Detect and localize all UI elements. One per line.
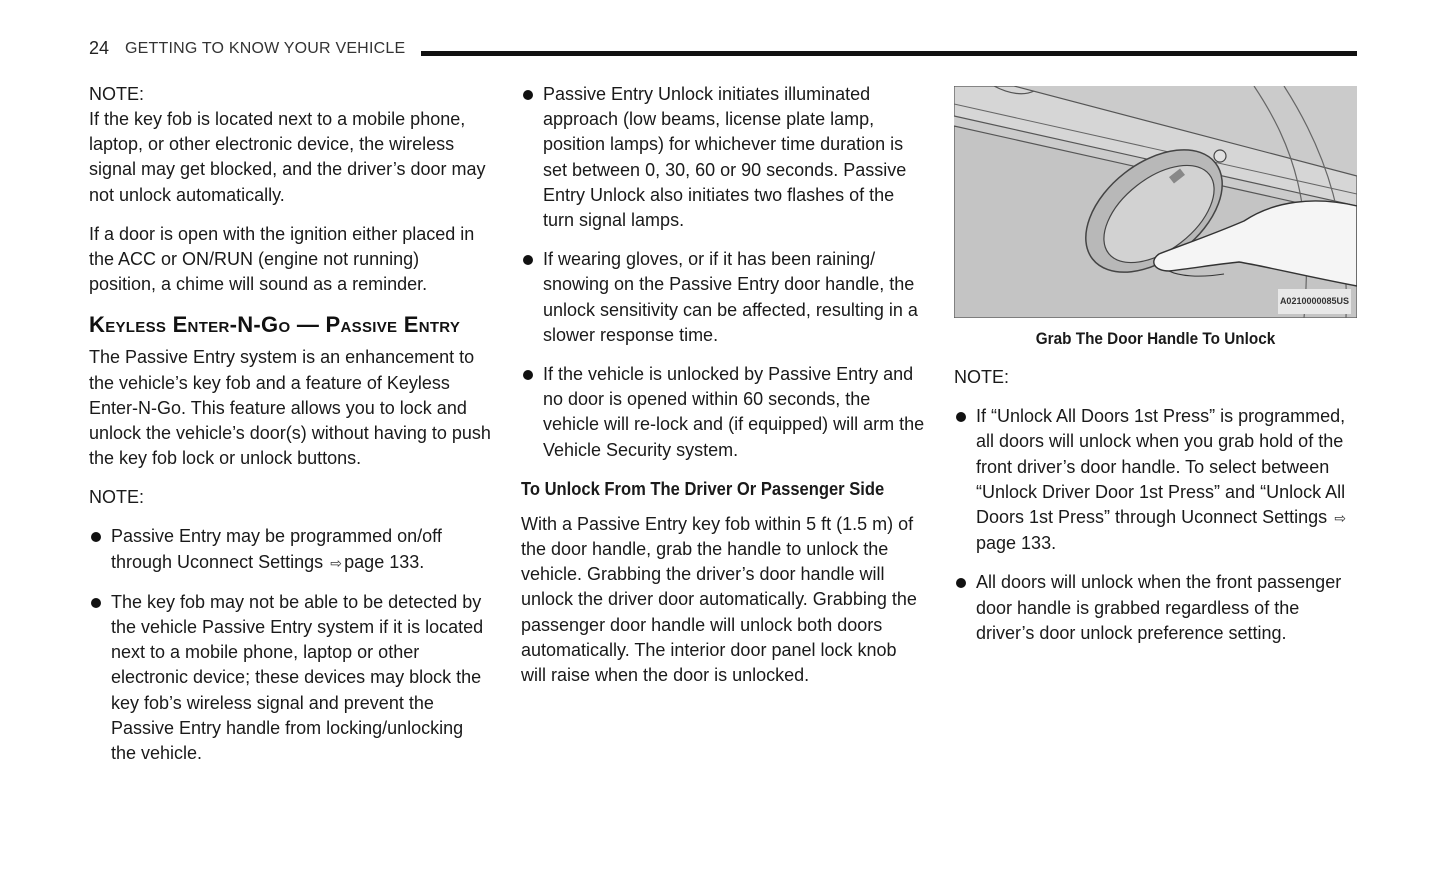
list-item xyxy=(521,82,925,233)
note-text: If the key fob is located next to a mobile phone, laptop, or other electronic device, the wireless signal may get blocked, and the driver’s door may not unlock automatically. xyxy=(89,109,486,205)
paragraph-unlock: With a Passive Entry key fob within 5 ft (1.5 m) of the door handle, grab the handle to unlock the vehicle. Grabbing the driver’s door handle will unlock the driver door automatically. Grabbing the passenger door handle will unlock both doors automatically. The interior door panel lock knob will raise when the door is unlocked. xyxy=(521,513,917,686)
list-item-text: If wearing gloves, or if it has been raining/ snowing on the Passive Entry door handle, the unlock sensitivity can be affected, resulting in a slower response time. xyxy=(543,249,918,345)
list-item-text: If “Unlock All Doors 1st Press” is programmed, all doors will unlock when you grab hold of the front driver’s door handle. To select between “Unlock Driver Door 1st Press” and “Unlock All Doors 1st Press” through Uconnect Settings xyxy=(976,406,1346,528)
note-label: NOTE: xyxy=(89,84,145,104)
bullet-dot-icon xyxy=(523,370,533,380)
list-item xyxy=(89,590,491,766)
list-item-text: Passive Entry may be programmed on/off through Uconnect Settings xyxy=(111,526,442,572)
list-item-text: All doors will unlock when the front passenger door handle is grabbed regardless of the driver’s door unlock preference setting. xyxy=(976,572,1342,643)
page-header xyxy=(89,38,1357,62)
bullet-dot-icon xyxy=(91,598,101,608)
column-middle xyxy=(521,82,925,688)
list-item-text: The key fob may not be able to be detected by the vehicle Passive Entry system if it is located next to a mobile phone, laptop or other electronic device; these devices may block the key fob’s wireless signal and prevent the Passive Entry handle from locking/unlocking the vehicle. xyxy=(111,591,484,764)
figure-code: A0210000085US xyxy=(1278,289,1351,314)
note-label: NOTE: xyxy=(89,487,145,508)
list-item xyxy=(521,362,925,463)
bullet-list xyxy=(954,404,1357,646)
column-left xyxy=(89,82,491,780)
list-item xyxy=(89,524,491,575)
page-ref-link[interactable]: page 133. xyxy=(344,551,425,572)
bullet-dot-icon xyxy=(91,532,101,542)
list-item-text: If the vehicle is unlocked by Passive Entry and no door is opened within 60 seconds, the vehicle will re-lock and (if equipped) will arm the Vehicle Security system. xyxy=(543,364,925,460)
arrow-right-icon: ⇨ xyxy=(330,554,343,571)
bullet-dot-icon xyxy=(523,90,533,100)
list-item xyxy=(954,404,1357,556)
column-right xyxy=(954,82,1357,660)
bullet-dot-icon xyxy=(523,255,533,265)
paragraph-chime: If a door is open with the ignition either placed in the ACC or ON/RUN (engine not running) position, a chime will sound as a reminder. xyxy=(89,223,475,295)
list-item xyxy=(521,247,925,348)
note-label: NOTE: xyxy=(954,367,1010,388)
section-title: GETTING TO KNOW YOUR VEHICLE xyxy=(125,40,406,57)
list-item xyxy=(954,570,1357,646)
door-handle-drawing xyxy=(954,86,1357,318)
bullet-dot-icon xyxy=(956,412,966,422)
section-heading: Keyless Enter-N-Go — Passive Entry xyxy=(89,312,461,338)
bullet-list xyxy=(89,524,491,766)
page-ref-link[interactable]: page 133. xyxy=(976,533,1057,554)
subheading: To Unlock From The Driver Or Passenger Side xyxy=(521,478,885,499)
door-handle-illustration xyxy=(954,86,1357,318)
paragraph-passive-entry: The Passive Entry system is an enhancement to the vehicle’s key fob and a feature of Keyless Enter-N-Go. This feature allows you to lock and unlock the vehicle’s door(s) without having to push the key fob lock or unlock buttons. xyxy=(89,347,491,469)
figure-caption: Grab The Door Handle To Unlock xyxy=(1035,329,1276,348)
list-item-text: Passive Entry Unlock initiates illuminated approach (low beams, license plate lamp, position lamps) for whichever time duration is set between 0, 30, 60 or 90 seconds. Passive Entry Unlock also initiates two flashes of the turn signal lamps. xyxy=(543,84,907,231)
bullet-list xyxy=(521,82,925,463)
arrow-right-icon: ⇨ xyxy=(1334,510,1347,527)
header-rule xyxy=(421,51,1357,56)
page-number: 24 xyxy=(89,38,110,58)
bullet-dot-icon xyxy=(956,578,966,588)
